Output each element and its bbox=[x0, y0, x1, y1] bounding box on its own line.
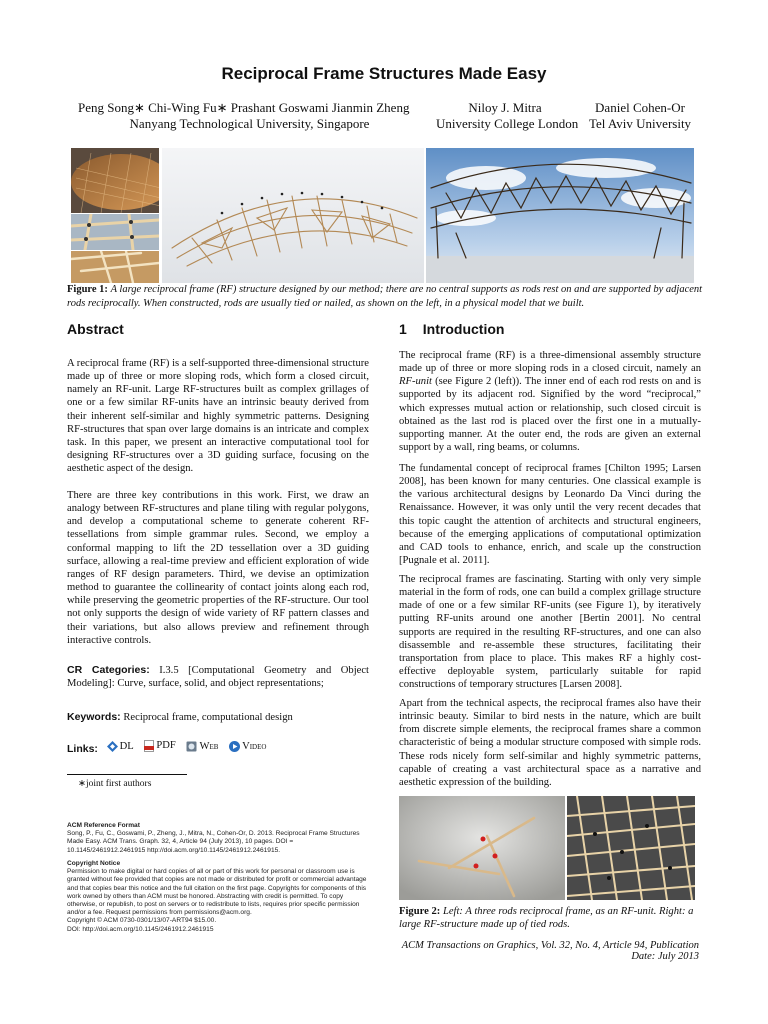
intro-heading bbox=[399, 321, 504, 337]
figure1-render-sky bbox=[426, 148, 694, 283]
footnote-joint-authors: ∗joint first authors bbox=[78, 779, 152, 789]
intro-paragraph-2: The fundamental concept of reciprocal frames [Chilton 1995; Larsen 2008], has been known for many centuries. One classical example is the various architectural designs by Leonardo Da Vinci during the Renaissance. However, it was only until the very recent decades that this topic caught the attention of architects and structural engineers, because of the emerging applications of computational optimization and CAD tools to enhance, enrich, and scale up the construction [Pugnale et al. 2011]. bbox=[399, 463, 701, 567]
video-link[interactable]: Video bbox=[229, 740, 266, 753]
abstract-heading: Abstract bbox=[67, 321, 124, 337]
video-icon bbox=[229, 741, 240, 752]
intro-paragraph-1: The reciprocal frame (RF) is a three-dimensional assembly structure made up of three or more sloping rods in a closed circuit, namely an RF-unit (see Figure 2 (left)). The inner end of each rod rests on and is supported by its adjacent rod. Signified by the word “reciprocal,” which expresses mutual action or relationship, such closed circuit is obtained as the last rod is placed over the first one in a mutually-supporting manner. At the outer end, the rods are given an external support by a wall, ring beams, or columns. bbox=[399, 350, 701, 454]
author-cohen-or: Daniel Cohen-Or bbox=[595, 100, 685, 115]
figure1-render-structure bbox=[162, 148, 424, 283]
cr-categories bbox=[67, 664, 369, 690]
figure1-caption-text: A large reciprocal frame (RF) structure designed by our method; there are no central supports as rods rest on and are supported by adjacent rods reciprocally. When constructed, rods are usually tied or nailed, as shown on the left, in a physical model that we built. bbox=[67, 284, 703, 309]
dl-icon bbox=[107, 741, 118, 752]
links-label: Links: bbox=[67, 742, 98, 755]
pdf-link[interactable]: PDF bbox=[144, 739, 175, 752]
figure2-photo-rf-structure bbox=[567, 796, 695, 900]
copyright-doi: DOI: http://doi.acm.org/10.1145/2461912.2461915 bbox=[67, 925, 214, 933]
paper-title: Reciprocal Frame Structures Made Easy bbox=[221, 64, 547, 83]
cr-categories-text: I.3.5 [Computational Geometry and Object Modeling]: Curve, surface, solid, and object representations; bbox=[67, 665, 369, 690]
keywords-label: Keywords: bbox=[67, 711, 121, 723]
footnote-rule bbox=[67, 774, 187, 775]
dl-link[interactable]: DL bbox=[107, 740, 134, 753]
author-mitra: Niloy J. Mitra bbox=[468, 100, 542, 115]
copyright-block bbox=[67, 860, 367, 934]
web-icon bbox=[186, 741, 197, 752]
cr-categories-label: CR Categories: bbox=[67, 664, 150, 676]
affiliation-tau: Tel Aviv University bbox=[588, 116, 692, 131]
figure2-photo-rf-unit bbox=[399, 796, 565, 900]
abstract-paragraph-2: There are three key contributions in this work. First, we draw an analogy between RF-structures and plane tiling with regular polygons, and develop a computational scheme to generate coherent RF-tessellations from simple grammar rules. Second, we employ a conformal mapping to lift the 2D tessellation over a 3D guiding surface, allowing a real-time preview and efficient exploration of wide ranges of RF design parameters. Third, we devise an optimization method to guarantee the collinearity of contact joints along each rod, while preserving the geometric properties of the RF-structure. Our tool not only supports the design of wide variety of RF pattern classes and their variations, but also allows preview and refinement through interactive controls. bbox=[67, 490, 369, 646]
intro-heading-text: Introduction bbox=[422, 321, 505, 337]
links-row bbox=[67, 739, 369, 756]
pdf-icon bbox=[144, 740, 154, 752]
intro-paragraph-3: The reciprocal frames are fascinating. Starting with only very simple material in the form of rods, one can build a complex grillage structure made of one or a few similar RF-units (see Figure 1), by iteratively putting RF-units around one another [Bertin 2001]. No central supports are required in the resulting RF-structures, and one can also disassemble and re-assemble these structures, facilitating their transportation from place to place. This makes RF a highly cost-effective deployable system, particularly suitable for rapid constructions of temporary structures [Larsen 2008]. bbox=[399, 574, 701, 691]
copyright-heading: Copyright Notice bbox=[67, 860, 121, 867]
figure1-label: Figure 1: bbox=[67, 284, 108, 295]
web-link[interactable]: Web bbox=[186, 740, 218, 753]
figure2-caption bbox=[399, 905, 699, 931]
acm-reference-block bbox=[67, 822, 367, 855]
keywords bbox=[67, 711, 369, 724]
figure2-label: Figure 2: bbox=[399, 906, 441, 917]
journal-footer: ACM Transactions on Graphics, Vol. 32, No. 4, Article 94, Publication Date: July 2013 bbox=[401, 940, 699, 962]
copyright-line: Copyright © ACM 0730-0301/13/07-ART94 $15.00. bbox=[67, 917, 217, 925]
acm-reference-text: Song, P., Fu, C., Goswami, P., Zheng, J., Mitra, N., Cohen-Or, D. 2013. Reciprocal Frame Structures Made Easy. ACM Trans. Graph. 32, 4, Article 94 (July 2013), 10 pages. DOI = 10.1145/2461912.2461915 http://doi.acm.org/10.1145/2461912.2461915. bbox=[67, 830, 360, 854]
affiliation-ntu: Nanyang Technological University, Singapore bbox=[129, 116, 370, 131]
authors-group1: Peng Song∗ Chi-Wing Fu∗ Prashant Goswami Jianmin Zheng bbox=[78, 100, 410, 115]
affiliation-ucl: University College London bbox=[436, 116, 579, 131]
figure2-caption-text: Left: A three rods reciprocal frame, as an RF-unit. Right: a large RF-structure made up of tied rods. bbox=[399, 906, 694, 931]
figure1-caption bbox=[67, 283, 703, 311]
abstract-paragraph-1: A reciprocal frame (RF) is a self-supported three-dimensional structure made up of three or more sloping rods, which form a closed circuit, namely an RF-unit. Large RF-structures built as complex grillages of one or a few similar RF-units have an intrinsic beauty derived from their inherent self-similar and highly symmetric patterns. Designing RF-structures that span over large domains is an intricate and complex task. In this paper, we present an interactive computational tool for designing RF-structures over a 3D guiding surface, focusing on the aesthetic aspect of the design. bbox=[67, 358, 369, 475]
figure1-photo-model-table bbox=[71, 251, 159, 283]
copyright-text: Permission to make digital or hard copies of all or part of this work for personal or classroom use is granted without fee provided that copies are not made or distributed for profit or commercial advantage and that copies bear this notice and the full citation on the first page. Copyrights for components of this work owned by others than ACM must be honored. Abstracting with credit is permitted. To copy otherwise, or republish, to post on servers or to redistribute to lists, requires prior specific permission and/or a fee. Request permissions from permissions@acm.org. bbox=[67, 868, 367, 917]
keywords-text: Reciprocal frame, computational design bbox=[123, 712, 293, 723]
figure1-photo-rods-closeup bbox=[71, 214, 159, 250]
intro-heading-number: 1 bbox=[399, 321, 407, 337]
acm-reference-heading: ACM Reference Format bbox=[67, 822, 140, 829]
intro-paragraph-4: Apart from the technical aspects, the reciprocal frames also have their intrinsic beauty. Similar to bird nests in the nature, which are built from discrete simple elements, the reciprocal frames share a common characteristic of being a modular structure composed with simple rods. These rods nicely form self-similar and highly symmetric patterns, capable of creating a vast architectural space as a narrative and aesthetic expression of the building. bbox=[399, 698, 701, 788]
figure1-photo-wood-panel bbox=[71, 148, 159, 213]
